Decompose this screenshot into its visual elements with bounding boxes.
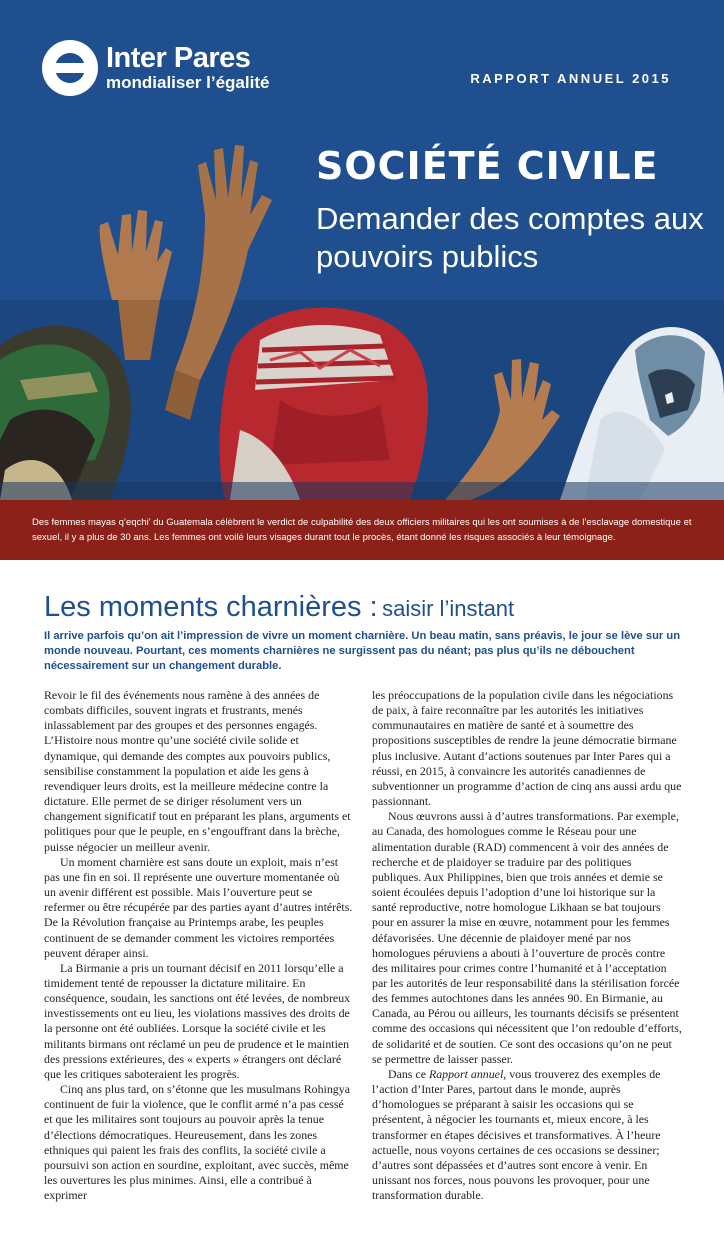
photo-caption-bar [0,500,724,560]
text-run: , vous trouverez des exemples de l’action d’Inter Pares, partout dans le monde, auprès d’homologues se préparant à saisir les occasions qui se présentent, à négocier les tournants et, mieux encore, à les transformer en étapes décisives et transformatives. À l’heure actuelle, nous voyons certaines de ces occasions se dessiner; d’autres sont dépassées et d’autres sont encore à venir. En unissant nos forces, nous pouvons les provoquer, pour une transformation durable. [372,1066,661,1203]
article-intro: Il arrive parfois qu’on ait l’impression de vivre un moment charnière. Un beau matin, sans préavis, le jour se lève sur un monde nouveau. Pourtant, ces moments charnières ne surgissent pas du néant; pas plus qu’ils ne débouchent nécessairement sur un changement durable. [44,630,681,672]
cover-header [0,0,724,500]
paragraph: Un moment charnière est sans doute un exploit, mais n’est pas une fin en soi. Il représente une ouverture momentanée où un avenir différent est possible. Mais l’ouverture peut se refermer ou être récupérée par des parties ayant d’autres intérêts. De la Révolution française au Printemps arabe, les peuples continuent de se demander comment les victoires remportées peuvent déraper ainsi. [44,854,353,960]
text-run: Dans ce [388,1066,429,1081]
logo-text [106,43,269,93]
report-label: RAPPORT ANNUEL 2015 [470,71,671,86]
paragraph: les préoccupations de la population civile dans les négociations de paix, à faire reconnaître par les autorités les initiatives communautaires en matière de santé et à soumettre des propositions susceptibles de rendre la jeune démocratie birmane plus inclusive. Autant d’actions soutenues par Inter Pares qui a réussi, en 2015, à convaincre les autorités canadiennes de subventionner un programme d’action de cinq ans aussi ardu que passionnant. [372,688,682,809]
paragraph: Revoir le fil des événements nous ramène à des années de combats difficiles, souvent ingrats et frustrants, menés inlassablement par des groupes et des personnes engagés. L’Histoire nous montre qu’une société civile solide et dynamique, qui demande des comptes aux pouvoirs publics, sensibilise constamment la population et aide les gens à revendiquer leurs droits, est la meilleure médecine contre la dictature. Elle permet de se diriger résolument vers un changement significatif tout en préparant les plans, arguments et politiques pour que le peuple, en s’engouffrant dans la brèche, puisse négocier un meilleur avenir. [44,688,351,854]
paragraph: Cinq ans plus tard, on s’étonne que les musulmans Rohingya continuent de fuir la violence, que le conflit armé n’a pas cessé et que les militaires sont toujours au pouvoir après la tenue d’élections démocratiques. Heureusement, dans les zones ethniques qui paient les frais des conflits, la société civile a poursuivi son action en sourdine, exploitant, avec succès, même les ouvertures les plus minimes. Ainsi, elle a contribué à exprimer [44,1082,350,1203]
paragraph [372,1067,682,1203]
article-column-left [44,688,354,1203]
org-logo [42,40,269,96]
cover-title: SOCIÉTÉ CIVILE [316,144,659,188]
article-column-right [372,688,682,1203]
paragraph: La Birmanie a pris un tournant décisif en 2011 lorsqu’elle a timidement tenté de repousser la dictature militaire. En conséquence, soudain, les sanctions ont été levées, de nombreux investissements ont eu lieu, les violations massives des droits de la personne ont été oubliées. Lorsque la société civile et les militants birmans ont réclamé un peu de prudence et le maintien des pressions extérieures, des « experts » étrangers ont déclaré que les critiques saboteraient les progrès. [44,960,351,1081]
article-heading [44,591,514,624]
cover-subtitle: Demander des comptes aux pouvoirs publics [316,201,704,274]
left-woman-figure [0,326,131,500]
photo-caption: Des femmes mayas q’eqchi’ du Guatemala célèbrent le verdict de culpabilité des deux officiers militaires qui les ont soumises à de l’esclavage domestique et sexuel, il y a plus de 30 ans. Les femmes ont voilé leurs visages durant tout le procès, étant donné les risques associés à leur témoignage. [32,517,692,543]
center-woman-figure [220,307,429,500]
org-tagline: mondialiser l’égalité [106,73,270,92]
paragraph: Nous œuvrons aussi à d’autres transformations. Par exemple, au Canada, des homologues comme le Réseau pour une alimentation durable (RAD) commencent à voir des années de recherche et de plaidoyer se traduire par des politiques publiques. Aux Philippines, bien que trois années et demie se soient écoulées depuis l’adoption d’une loi historique sur la santé reproductive, notre homologue Likhaan se bat toujours pour en assurer la mise en œuvre, notamment pour les femmes défavorisées. Une décennie de plaidoyer mené par nos homologues péruviens a abouti à l’ouverture de procès contre des militaires pour crimes contre l’humanité et à l’acceptation par les autorités de leur responsabilité dans la stérilisation forcée des femmes autochtones dans les années 90. En Birmanie, au Canada, au Pérou ou ailleurs, les tournants décisifs se présentent comme des occasions qui nécessitent que l’on redouble d’efforts, de solidarité et de soutien. Ce sont des occasions qu’on ne peut se permettre de laisser passer. [372,809,682,1066]
report-title-italic: Rapport annuel [428,1066,504,1081]
org-name: Inter Pares [106,42,251,74]
logo-mark-icon [42,40,98,96]
article-heading-main: Les moments charnières : [44,591,378,623]
article-heading-sub: saisir l’instant [382,596,515,621]
